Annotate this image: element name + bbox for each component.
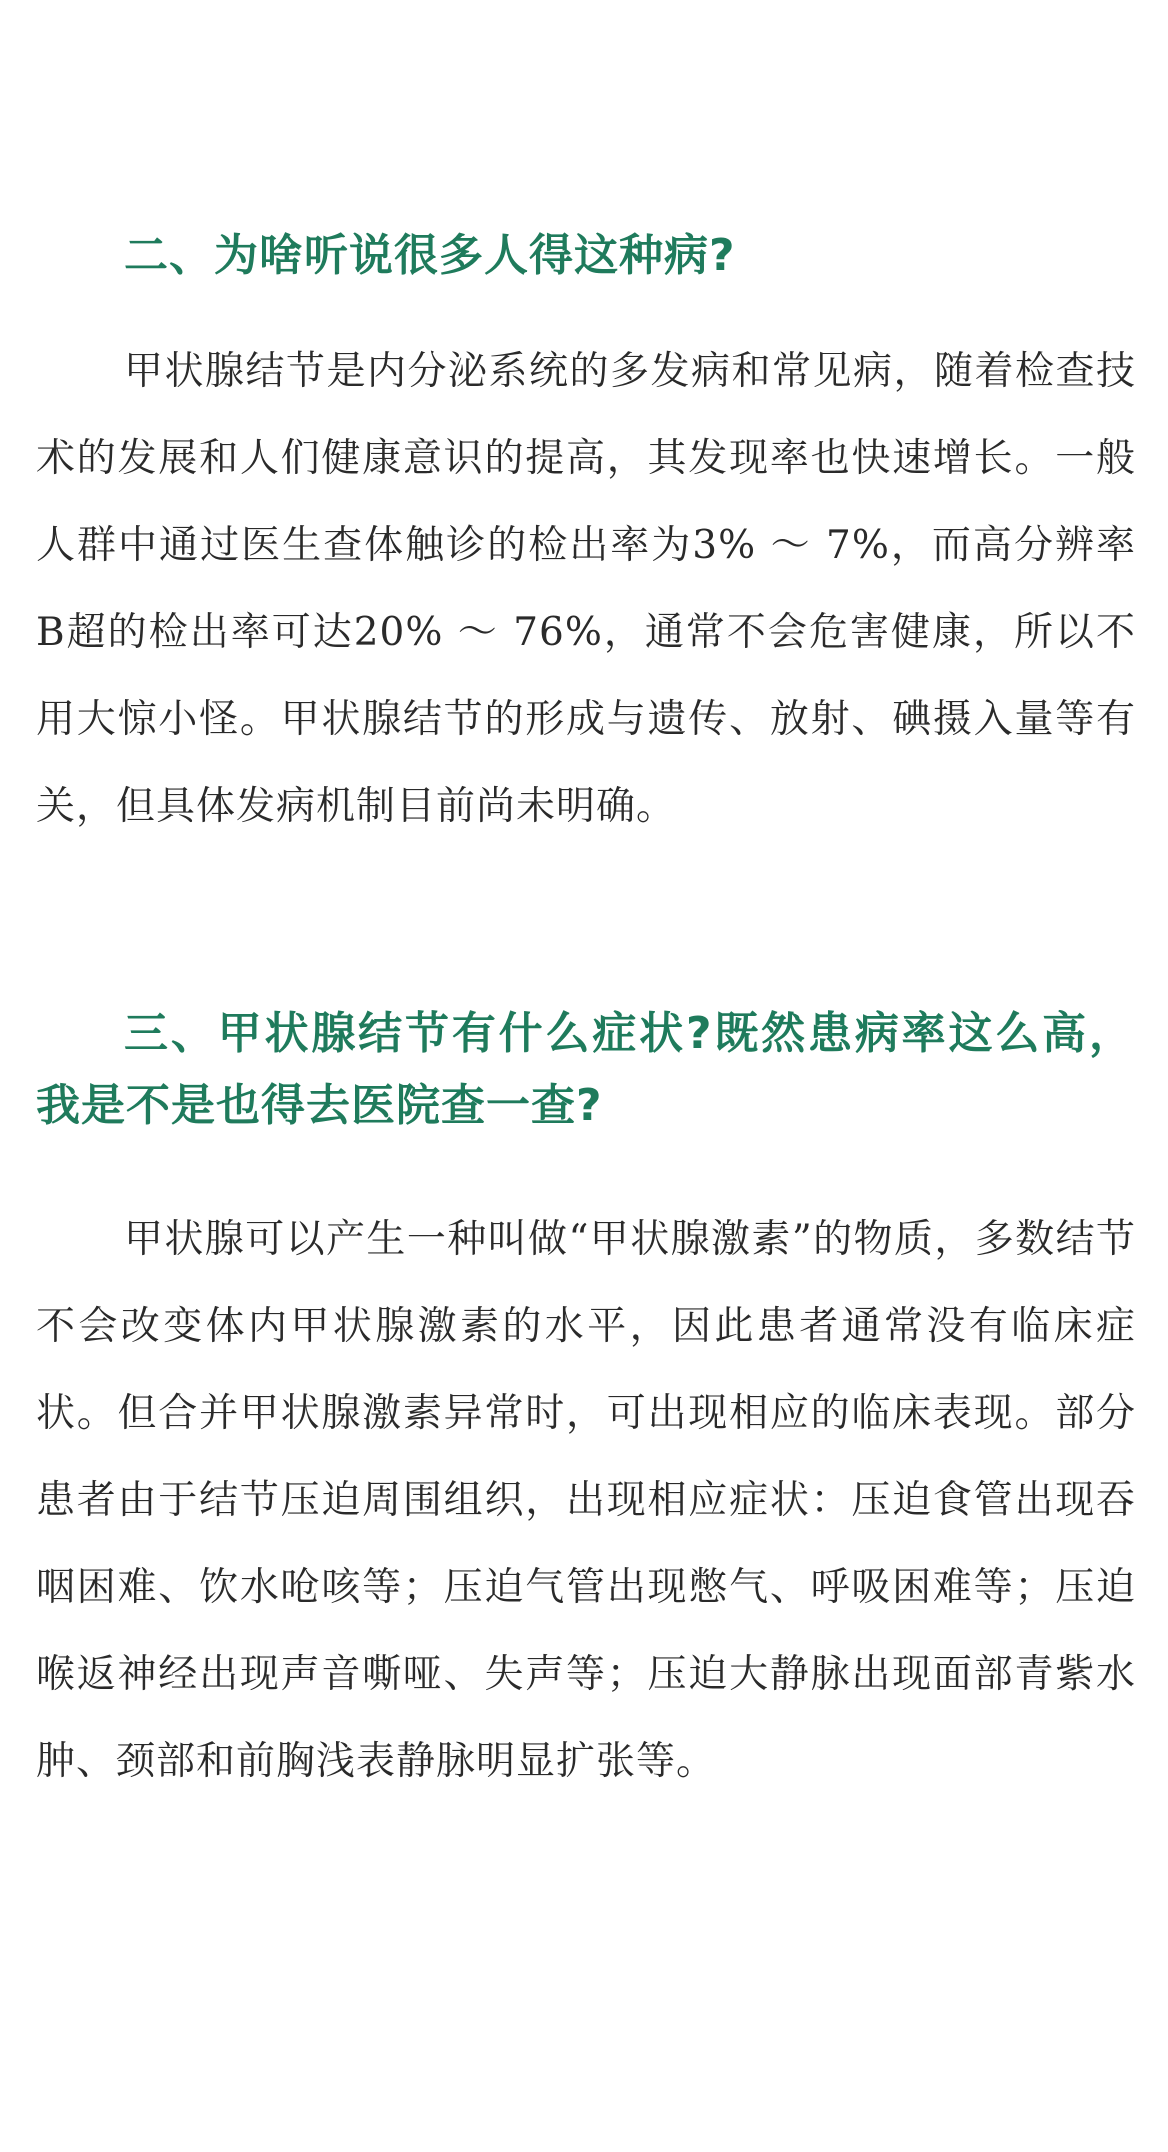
section-2-heading: 二、为啥听说很多人得这种病?: [124, 230, 736, 281]
section-2-paragraph: 甲状腺结节是内分泌系统的多发病和常见病，随着检查技术的发展和人们健康意识的提高，其发现率也快速增长。一般人群中通过医生查体触诊的检出率为3% ～ 7%，而高分辨率B超的检出率可达20% ～ 76%，通常不会危害健康，所以不用大惊小怪。甲状腺结节的形成与遗传、放射、碘摄入量等有关，但具体发病机制目前尚未明确。: [36, 349, 1136, 829]
section-3-paragraph: 甲状腺可以产生一种叫做“甲状腺激素”的物质，多数结节不会改变体内甲状腺激素的水平，因此患者通常没有临床症状。但合并甲状腺激素异常时，可出现相应的临床表现。部分患者由于结节压迫周围组织，出现相应症状：压迫食管出现吞咽困难、饮水呛咳等；压迫气管出现憋气、呼吸困难等；压迫喉返神经出现声音嘶哑、失声等；压迫大静脉出现面部青紫水肿、颈部和前胸浅表静脉明显扩张等。: [36, 1217, 1136, 1784]
section-3-heading: 三、甲状腺结节有什么症状?既然患病率这么高，我是不是也得去医院查一查?: [36, 1008, 1134, 1131]
